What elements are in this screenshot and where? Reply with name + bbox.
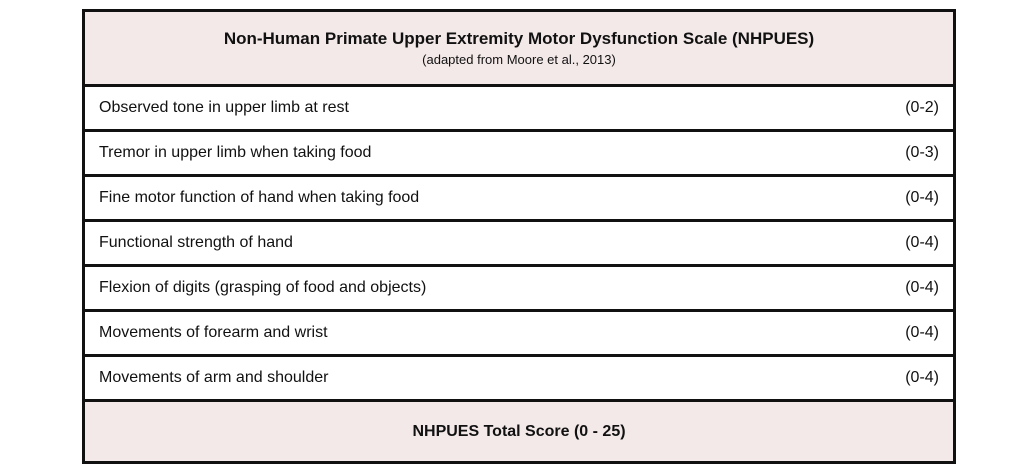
- table-row: [85, 222, 953, 267]
- row-score-range: (0-4): [905, 324, 939, 341]
- table-row: [85, 357, 953, 402]
- row-item-label: Flexion of digits (grasping of food and objects): [99, 279, 427, 296]
- row-item-label: Functional strength of hand: [99, 234, 293, 251]
- table-footer: [85, 402, 953, 461]
- table-row: [85, 132, 953, 177]
- row-score-range: (0-4): [905, 189, 939, 206]
- row-item-label: Tremor in upper limb when taking food: [99, 144, 372, 161]
- row-score-range: (0-4): [905, 369, 939, 386]
- row-item-label: Movements of forearm and wrist: [99, 324, 328, 341]
- row-item-label: Fine motor function of hand when taking food: [99, 189, 420, 206]
- table-row: [85, 177, 953, 222]
- table-row: [85, 267, 953, 312]
- total-score-label: NHPUES Total Score (0 - 25): [412, 422, 626, 440]
- row-item-label: Observed tone in upper limb at rest: [99, 99, 349, 116]
- table-header: [85, 12, 953, 87]
- table-title: Non-Human Primate Upper Extremity Motor Dysfunction Scale (NHPUES): [223, 28, 815, 48]
- row-item-label: Movements of arm and shoulder: [99, 369, 329, 386]
- row-score-range: (0-2): [905, 99, 939, 116]
- row-score-range: (0-4): [905, 279, 939, 296]
- table-subtitle: (adapted from Moore et al., 2013): [422, 51, 616, 67]
- table-row: [85, 87, 953, 132]
- table-row: [85, 312, 953, 357]
- nhpues-scale-table: [82, 9, 956, 464]
- row-score-range: (0-3): [905, 144, 939, 161]
- row-score-range: (0-4): [905, 234, 939, 251]
